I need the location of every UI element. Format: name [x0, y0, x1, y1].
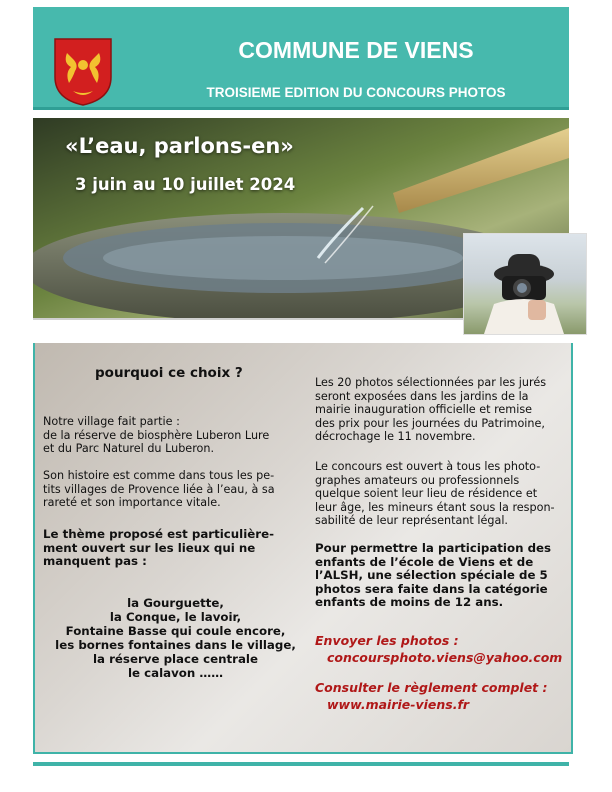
- eligibility-paragraph: Le concours est ouvert à tous les photo- graphes amateurs ou professionnels quelque soient leur lieu de résidence et leur âge, les mineurs étant sous la respon- sabilité de leur représentant légal.: [315, 460, 555, 527]
- section-heading: pourquoi ce choix ?: [95, 365, 243, 381]
- exhibition-paragraph: Les 20 photos sélectionnées par les jurés seront exposées dans les jardins de la mairie inauguration officielle et remise des prix pour les journées du Patrimoine, décrochage le 11 novembre.: [315, 376, 547, 443]
- list-item: le calavon ……: [127, 666, 223, 680]
- send-label: Envoyer les photos :: [315, 633, 459, 648]
- coat-of-arms-icon: [53, 37, 113, 107]
- footer-divider: [33, 762, 569, 766]
- theme-paragraph: Le thème proposé est particulière- ment ouvert sur les lieux qui ne manquent pas :: [43, 527, 274, 568]
- hero-quote: «L’eau, parlons-en»: [65, 134, 294, 158]
- list-item: Fontaine Basse qui coule encore,: [65, 624, 286, 638]
- places-list: [43, 596, 308, 680]
- page-title: COMMUNE DE VIENS: [238, 37, 474, 63]
- list-item: la Conque, le lavoir,: [109, 610, 242, 624]
- history-paragraph: Son histoire est comme dans tous les pe- tits villages de Provence liée à l’eau, à sa rareté et son importance vitale.: [43, 469, 275, 509]
- website-link[interactable]: www.mairie-viens.fr: [327, 697, 470, 712]
- list-item: la Gourguette,: [127, 596, 224, 610]
- photographer-illustration: [464, 234, 586, 334]
- hero-dates: 3 juin au 10 juillet 2024: [75, 175, 296, 194]
- rules-label: Consulter le règlement complet :: [315, 680, 548, 695]
- page-subtitle: TROISIEME EDITION DU CONCOURS PHOTOS: [206, 85, 506, 100]
- email-link[interactable]: concoursphoto.viens@yahoo.com: [327, 650, 563, 665]
- children-paragraph: Pour permettre la participation des enfants de l’école de Viens et de l’ALSH, une sélection spéciale de 5 photos sera faite dans la catégorie enfants de moins de 12 ans.: [315, 541, 552, 609]
- photographer-photo: [463, 233, 587, 335]
- list-item: la réserve place centrale: [93, 652, 258, 666]
- content-panel: [33, 343, 573, 754]
- header-banner: [33, 7, 569, 110]
- intro-paragraph: Notre village fait partie : de la réserve de biosphère Luberon Lure et du Parc Naturel du Luberon.: [43, 415, 270, 455]
- list-item: les bornes fontaines dans le village,: [55, 638, 296, 652]
